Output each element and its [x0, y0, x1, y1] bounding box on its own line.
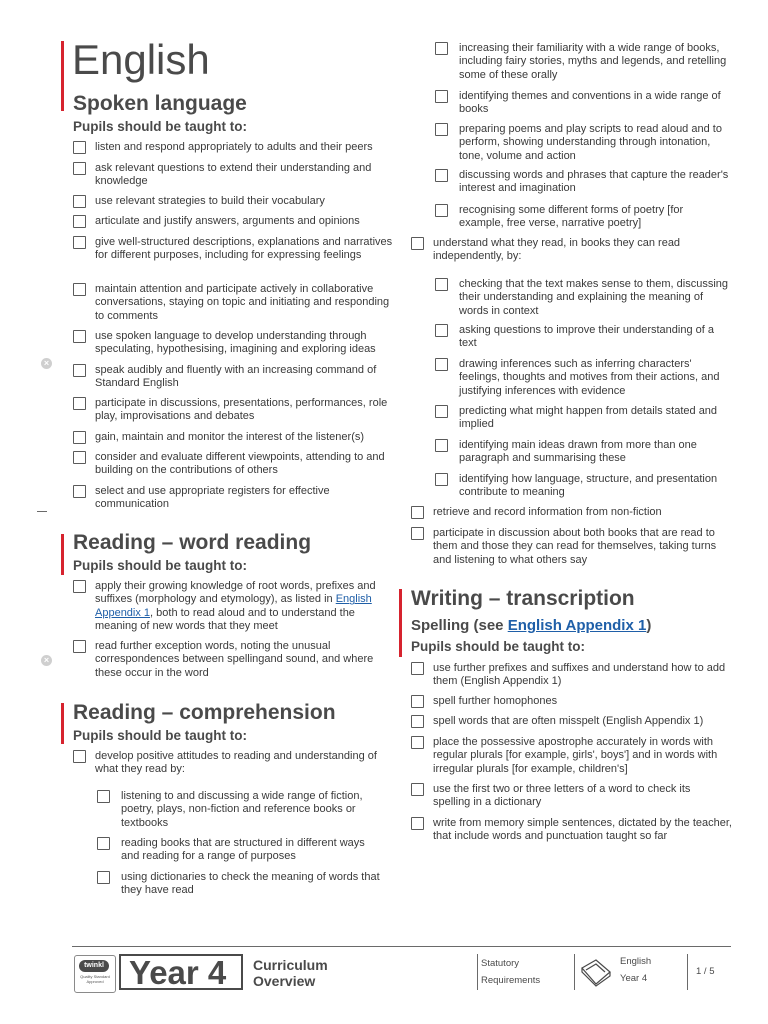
checkbox[interactable]	[435, 439, 448, 452]
checkbox[interactable]	[73, 431, 86, 444]
checkbox[interactable]	[73, 236, 86, 249]
checkbox[interactable]	[97, 871, 110, 884]
footer-divider	[72, 946, 731, 947]
checkbox[interactable]	[435, 324, 448, 337]
checkbox[interactable]	[73, 141, 86, 154]
checkbox[interactable]	[73, 580, 86, 593]
checkbox[interactable]	[435, 90, 448, 103]
checkbox[interactable]	[435, 358, 448, 371]
checkbox[interactable]	[73, 485, 86, 498]
checkbox[interactable]	[411, 695, 424, 708]
statutory-requirements-label: Statutory Requirements	[481, 958, 541, 986]
checkbox[interactable]	[73, 640, 86, 653]
checkbox[interactable]	[435, 405, 448, 418]
checkbox[interactable]	[73, 451, 86, 464]
spelling-appendix-link[interactable]: English Appendix 1	[507, 617, 647, 634]
checkbox[interactable]	[435, 204, 448, 217]
word-reading-accent-bar	[61, 534, 64, 575]
checkbox[interactable]	[411, 506, 424, 519]
checkbox[interactable]	[73, 397, 86, 410]
checkbox[interactable]	[411, 783, 424, 796]
checkbox[interactable]	[435, 278, 448, 291]
spelling-heading: Spelling (see English Appendix 1)	[411, 617, 652, 634]
year-badge	[119, 954, 243, 990]
checkbox[interactable]	[97, 790, 110, 803]
checkbox[interactable]	[73, 215, 86, 228]
checkbox[interactable]	[411, 527, 424, 540]
spoken-language-subheading: Pupils should be taught to:	[73, 119, 247, 134]
checkbox[interactable]	[411, 662, 424, 675]
transcription-heading: Writing – transcription	[411, 587, 635, 610]
checkbox[interactable]	[411, 736, 424, 749]
checkbox[interactable]	[73, 364, 86, 377]
checkbox[interactable]	[97, 837, 110, 850]
comprehension-accent-bar	[61, 703, 64, 744]
checkbox[interactable]	[435, 123, 448, 136]
checkbox[interactable]	[73, 162, 86, 175]
remove-icon[interactable]: ×	[41, 655, 52, 666]
page-number: 1 / 5	[696, 966, 715, 977]
checkbox[interactable]	[435, 473, 448, 486]
checkbox[interactable]	[73, 330, 86, 343]
spoken-language-heading: Spoken language	[73, 92, 247, 115]
word-reading-subheading: Pupils should be taught to:	[73, 558, 247, 573]
book-icon	[578, 954, 614, 990]
checkbox[interactable]	[73, 750, 86, 763]
subject-year-label: English Year 4	[620, 956, 652, 984]
twinkl-logo: twinkl Quality Standard Approved	[74, 955, 116, 993]
transcription-subheading: Pupils should be taught to:	[411, 639, 585, 654]
remove-icon[interactable]: ×	[41, 358, 52, 369]
checkbox[interactable]	[73, 283, 86, 296]
footer-separator	[687, 954, 688, 990]
checkbox[interactable]	[411, 715, 424, 728]
year-label: Year 4	[129, 954, 227, 991]
title-accent-bar	[61, 41, 64, 111]
checkbox[interactable]	[435, 42, 448, 55]
checkbox[interactable]	[73, 195, 86, 208]
footer-separator	[477, 954, 478, 990]
page-title: English	[72, 36, 210, 83]
word-reading-heading: Reading – word reading	[73, 531, 312, 554]
collapse-marker-icon	[37, 511, 47, 512]
footer-separator	[574, 954, 575, 990]
curriculum-overview-label: Curriculum Overview	[253, 957, 328, 989]
checkbox[interactable]	[435, 169, 448, 182]
english-appendix-1-link[interactable]: English Appendix 1	[95, 593, 372, 619]
comprehension-heading: Reading – comprehension	[73, 701, 336, 724]
checkbox[interactable]	[411, 817, 424, 830]
transcription-accent-bar	[399, 589, 402, 657]
comprehension-subheading: Pupils should be taught to:	[73, 728, 247, 743]
checkbox[interactable]	[411, 237, 424, 250]
